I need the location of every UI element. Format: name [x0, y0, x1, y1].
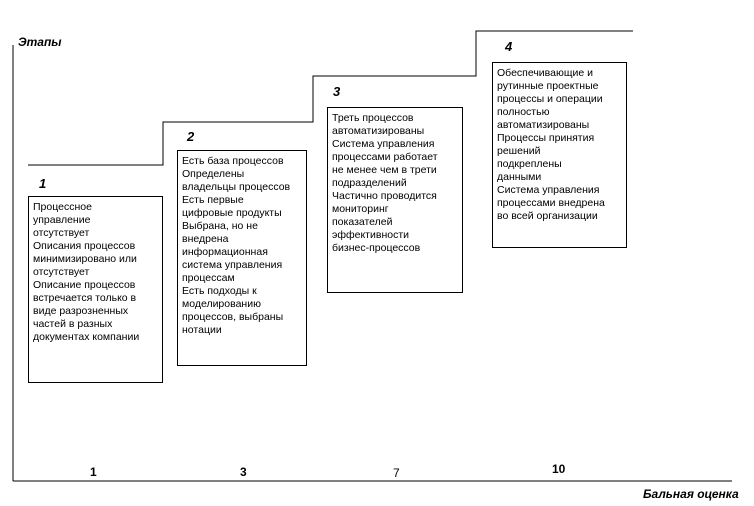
stage-4-line: подкреплены [497, 158, 562, 170]
stage-2-line: Есть первые [182, 194, 244, 206]
stage-1-line: Описание процессов [33, 279, 136, 291]
stage-1-line: частей в разных [33, 318, 113, 330]
stage-4-line: Система управления [497, 184, 600, 196]
stage-4-line: решений [497, 145, 541, 157]
stage-number-3: 3 [333, 84, 341, 99]
stage-2-line: владельцы процессов [182, 181, 291, 193]
stage-3-line: подразделений [332, 177, 407, 189]
stage-3-line: показателей [332, 216, 393, 228]
stage-3-line: процессами работает [332, 151, 438, 163]
stage-number-1: 1 [39, 176, 47, 191]
stage-4-line: Обеспечивающие и [497, 67, 593, 79]
stage-3-line: Частично проводится [332, 190, 437, 202]
stage-3-line: мониторинг [332, 203, 389, 215]
stage-box-2 [177, 150, 307, 366]
stage-1-line: встречается только в [33, 292, 137, 304]
stage-1-line: отсутствует [33, 266, 90, 278]
stage-1-line: минимизировано или [33, 253, 137, 265]
stage-1-line: управление [33, 214, 91, 226]
stage-3-line: эффективности [332, 229, 410, 241]
stage-number-2: 2 [187, 129, 195, 144]
stage-1-line: Описания процессов [33, 240, 136, 252]
stage-4-line: рутинные проектные [497, 80, 599, 92]
score-label-4: 10 [552, 462, 566, 476]
stage-3-line: Система управления [332, 138, 435, 150]
stage-1-line: Процессное [33, 201, 92, 213]
stage-4-line: процессы и операции [497, 93, 603, 105]
stage-2-line: процессов, выбраны [182, 311, 284, 323]
stage-2-line: цифровые продукты [182, 207, 282, 219]
stage-2-line: Есть подходы к [182, 285, 257, 297]
stage-box-1 [28, 196, 163, 383]
stage-2-line: моделированию [182, 298, 261, 310]
score-label-1: 1 [90, 465, 97, 479]
score-label-2: 3 [240, 465, 247, 479]
stage-2-line: нотации [182, 324, 222, 336]
stage-2-line: процессам [182, 272, 235, 284]
stage-4-line: автоматизированы [497, 119, 590, 131]
stage-box-3 [327, 107, 463, 293]
stage-3-line: не менее чем в трети [332, 164, 437, 176]
stage-4-line: процессами внедрена [497, 197, 605, 209]
y-axis-title: Этапы [18, 35, 62, 49]
stage-2-line: Определены [182, 168, 245, 180]
stage-4-line: полностью [497, 106, 550, 118]
score-label-3: 7 [393, 466, 400, 480]
stage-1-line: виде разрозненных [33, 305, 129, 317]
stage-box-4 [492, 62, 627, 248]
stage-4-line: данными [497, 171, 542, 183]
stage-3-line: бизнес-процессов [332, 242, 421, 254]
stage-2-line: внедрена [182, 233, 229, 245]
stage-2-line: Выбрана, но не [182, 220, 258, 232]
stage-2-line: Есть база процессов [182, 155, 284, 167]
stage-3-line: автоматизированы [332, 125, 425, 137]
stage-number-4: 4 [505, 39, 513, 54]
x-axis-title: Бальная оценка [643, 487, 739, 501]
stage-1-line: отсутствует [33, 227, 90, 239]
stage-4-line: во всей организации [497, 210, 598, 222]
stage-2-line: система управления [182, 259, 283, 271]
stage-1-line: документах компании [33, 331, 140, 343]
stage-2-line: информационная [182, 246, 268, 258]
stage-3-line: Треть процессов [332, 112, 414, 124]
stage-4-line: Процессы принятия [497, 132, 595, 144]
